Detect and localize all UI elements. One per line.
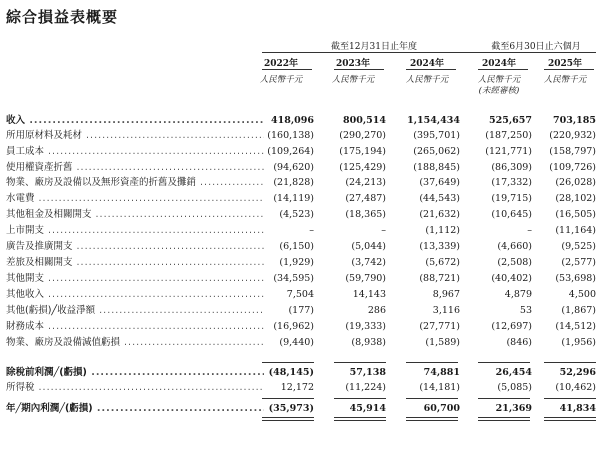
value-cell: (27,771)	[419, 321, 460, 332]
value-cell: (40,402)	[491, 273, 532, 284]
total-double-rule	[544, 417, 596, 421]
row-label	[6, 239, 264, 254]
total-top-rule	[478, 398, 530, 399]
annual-period-header: 截至12月31日止年度	[331, 42, 417, 52]
row-label	[6, 365, 264, 380]
value-cell: (13,339)	[419, 241, 460, 252]
table-row	[0, 191, 600, 206]
value-cell: 21,369	[495, 403, 532, 414]
value-cell: (10,645)	[491, 209, 532, 220]
row-label	[6, 380, 264, 395]
value-cell: (3,742)	[351, 257, 386, 268]
row-label-text: 差旅及相關開支	[6, 257, 73, 268]
table-row	[0, 128, 600, 143]
value-cell: (35,973)	[268, 403, 314, 414]
value-cell: (9,440)	[279, 337, 314, 348]
value-cell: (125,429)	[339, 162, 386, 173]
row-label	[6, 401, 264, 416]
value-cell: 4,500	[568, 289, 596, 300]
table-row	[0, 255, 600, 270]
value-cell: (10,462)	[555, 382, 596, 393]
total-double-rule	[334, 417, 386, 421]
total-double-rule	[478, 417, 530, 421]
value-cell: 3,116	[432, 305, 460, 316]
row-label	[6, 303, 264, 318]
value-cell: (265,062)	[413, 146, 460, 157]
table-row	[0, 335, 600, 350]
subtotal-rule	[262, 362, 314, 363]
value-cell: 8,967	[432, 289, 460, 300]
row-label-text: 財務成本	[6, 321, 45, 332]
value-cell: (109,726)	[549, 162, 596, 173]
value-cell: 703,185	[553, 115, 596, 126]
table-row	[0, 401, 600, 416]
value-cell: (44,543)	[419, 193, 460, 204]
value-cell: (53,698)	[555, 273, 596, 284]
table-row	[0, 144, 600, 159]
row-label-text: 所用原材料及耗材	[6, 130, 83, 141]
value-cell: (14,119)	[273, 193, 314, 204]
row-label-text: 水電費	[6, 193, 35, 204]
value-cell: 418,096	[271, 115, 314, 126]
row-label	[6, 319, 264, 334]
value-cell: 41,834	[559, 403, 596, 414]
row-label	[6, 255, 264, 270]
value-cell: (290,270)	[339, 130, 386, 141]
value-cell: (59,790)	[345, 273, 386, 284]
value-cell: (395,701)	[413, 130, 460, 141]
row-label-text: 廣告及推廣開支	[6, 241, 73, 252]
row-label	[6, 175, 264, 190]
value-cell: (24,213)	[345, 177, 386, 188]
row-label	[6, 113, 264, 128]
value-cell: (1,867)	[561, 305, 596, 316]
value-cell: (188,845)	[413, 162, 460, 173]
subtotal-rule	[406, 362, 458, 363]
value-cell: (11,224)	[345, 382, 386, 393]
value-cell: (19,715)	[491, 193, 532, 204]
value-cell: (5,044)	[351, 241, 386, 252]
value-cell: (34,595)	[273, 273, 314, 284]
value-cell: 1,154,434	[407, 115, 460, 126]
unit-label-2024: 人民幣千元	[405, 75, 449, 85]
value-cell: 45,914	[349, 403, 386, 414]
value-cell: (21,828)	[273, 177, 314, 188]
year-rule-2024	[406, 69, 456, 70]
row-label-text: 年╱期內利潤╱(虧損)	[6, 403, 93, 414]
value-cell: (48,145)	[268, 367, 314, 378]
year-header-2023: 2023年	[335, 59, 371, 69]
table-row	[0, 380, 600, 395]
value-cell: 12,172	[280, 382, 314, 393]
table-row	[0, 160, 600, 175]
value-cell: (160,138)	[267, 130, 314, 141]
value-cell: (16,505)	[555, 209, 596, 220]
unaudited-note: (未經審核)	[478, 86, 520, 96]
value-cell: 74,881	[423, 367, 460, 378]
row-label	[6, 191, 264, 206]
row-label-text: 其他收入	[6, 289, 45, 300]
value-cell: (21,632)	[419, 209, 460, 220]
total-top-rule	[544, 398, 596, 399]
value-cell: (37,649)	[419, 177, 460, 188]
value-cell: (18,365)	[345, 209, 386, 220]
total-top-rule	[334, 398, 386, 399]
value-cell: (94,620)	[273, 162, 314, 173]
table-row	[0, 207, 600, 222]
value-cell: (28,102)	[555, 193, 596, 204]
row-label-text: 除稅前利潤╱(虧損)	[6, 367, 87, 378]
unit-label-2024-interim: 人民幣千元	[477, 75, 521, 85]
table-row	[0, 271, 600, 286]
table-row	[0, 319, 600, 334]
value-cell: 7,504	[286, 289, 314, 300]
value-cell: (121,771)	[485, 146, 532, 157]
row-label-text: 物業、廠房及設備減值虧損	[6, 337, 121, 348]
total-double-rule	[262, 417, 314, 421]
year-rule-2022	[262, 69, 312, 70]
row-label-text: 其他開支	[6, 273, 45, 284]
value-cell: (1,589)	[425, 337, 460, 348]
total-double-rule	[406, 417, 458, 421]
value-cell: (4,523)	[279, 209, 314, 220]
value-cell: 60,700	[423, 403, 460, 414]
row-label-text: 上市開支	[6, 225, 45, 236]
value-cell: (14,181)	[419, 382, 460, 393]
value-cell: (11,164)	[555, 225, 596, 236]
value-cell: (1,929)	[279, 257, 314, 268]
year-rule-2023	[334, 69, 384, 70]
unit-label-2023: 人民幣千元	[331, 75, 375, 85]
value-cell: (5,672)	[425, 257, 460, 268]
row-label-text: 物業、廠房及設備以及無形資產的折舊及攤銷	[6, 177, 197, 188]
interim-header-rule	[462, 52, 596, 53]
value-cell: 14,143	[352, 289, 386, 300]
row-label-text: 使用權資產折舊	[6, 162, 73, 173]
unit-label-2022: 人民幣千元	[259, 75, 303, 85]
value-cell: (4,660)	[497, 241, 532, 252]
row-label-text: 收入	[6, 115, 26, 126]
year-header-2022: 2022年	[263, 59, 299, 69]
value-cell: (187,250)	[485, 130, 532, 141]
value-cell: (5,085)	[497, 382, 532, 393]
value-cell: 26,454	[495, 367, 532, 378]
row-label-text: 員工成本	[6, 146, 45, 157]
table-row	[0, 223, 600, 238]
value-cell: (6,150)	[279, 241, 314, 252]
table-row	[0, 175, 600, 190]
value-cell: (175,194)	[339, 146, 386, 157]
value-cell: (86,309)	[491, 162, 532, 173]
interim-period-header: 截至6月30日止六個月	[491, 42, 581, 52]
value-cell: 286	[367, 305, 386, 316]
unit-label-2025-interim: 人民幣千元	[543, 75, 587, 85]
table-row	[0, 239, 600, 254]
value-cell: (12,697)	[491, 321, 532, 332]
year-rule-2025-interim	[544, 69, 594, 70]
row-label	[6, 207, 264, 222]
value-cell: –	[381, 225, 386, 236]
row-label	[6, 335, 264, 350]
subtotal-rule	[334, 362, 386, 363]
value-cell: (19,333)	[345, 321, 386, 332]
row-label	[6, 128, 264, 143]
value-cell: (26,028)	[555, 177, 596, 188]
value-cell: –	[309, 225, 314, 236]
value-cell: (8,938)	[351, 337, 386, 348]
value-cell: (1,112)	[425, 225, 460, 236]
row-label-text: 所得稅	[6, 382, 35, 393]
year-header-2025-interim: 2025年	[547, 59, 583, 69]
year-header-2024-interim: 2024年	[481, 59, 517, 69]
value-cell: (220,932)	[549, 130, 596, 141]
year-header-2024: 2024年	[409, 59, 445, 69]
value-cell: (2,508)	[497, 257, 532, 268]
value-cell: (88,721)	[419, 273, 460, 284]
value-cell: 800,514	[343, 115, 386, 126]
subtotal-rule	[544, 362, 596, 363]
value-cell: 525,657	[489, 115, 532, 126]
page-title: 綜合損益表概要	[6, 8, 119, 26]
row-label	[6, 144, 264, 159]
value-cell: (27,487)	[345, 193, 386, 204]
table-row	[0, 365, 600, 380]
row-label-text: 其他租金及相關開支	[6, 209, 92, 220]
value-cell: (2,577)	[561, 257, 596, 268]
subtotal-rule	[478, 362, 530, 363]
table-row	[0, 287, 600, 302]
value-cell: –	[527, 225, 532, 236]
value-cell: (1,956)	[561, 337, 596, 348]
value-cell: (16,962)	[273, 321, 314, 332]
total-top-rule	[406, 398, 458, 399]
row-label-text: 其他(虧損)╱收益淨額	[6, 305, 96, 316]
value-cell: 52,296	[559, 367, 596, 378]
table-row	[0, 113, 600, 128]
table-row	[0, 303, 600, 318]
value-cell: 53	[519, 305, 532, 316]
value-cell: 4,879	[504, 289, 532, 300]
total-top-rule	[262, 398, 314, 399]
row-label	[6, 223, 264, 238]
value-cell: (177)	[288, 305, 314, 316]
value-cell: (14,512)	[555, 321, 596, 332]
row-label	[6, 271, 264, 286]
annual-header-rule	[262, 52, 480, 53]
row-label	[6, 160, 264, 175]
value-cell: (9,525)	[561, 241, 596, 252]
value-cell: (846)	[506, 337, 532, 348]
value-cell: (17,332)	[491, 177, 532, 188]
value-cell: (158,797)	[549, 146, 596, 157]
row-label	[6, 287, 264, 302]
year-rule-2024-interim	[478, 69, 528, 70]
value-cell: (109,264)	[267, 146, 314, 157]
value-cell: 57,138	[349, 367, 386, 378]
